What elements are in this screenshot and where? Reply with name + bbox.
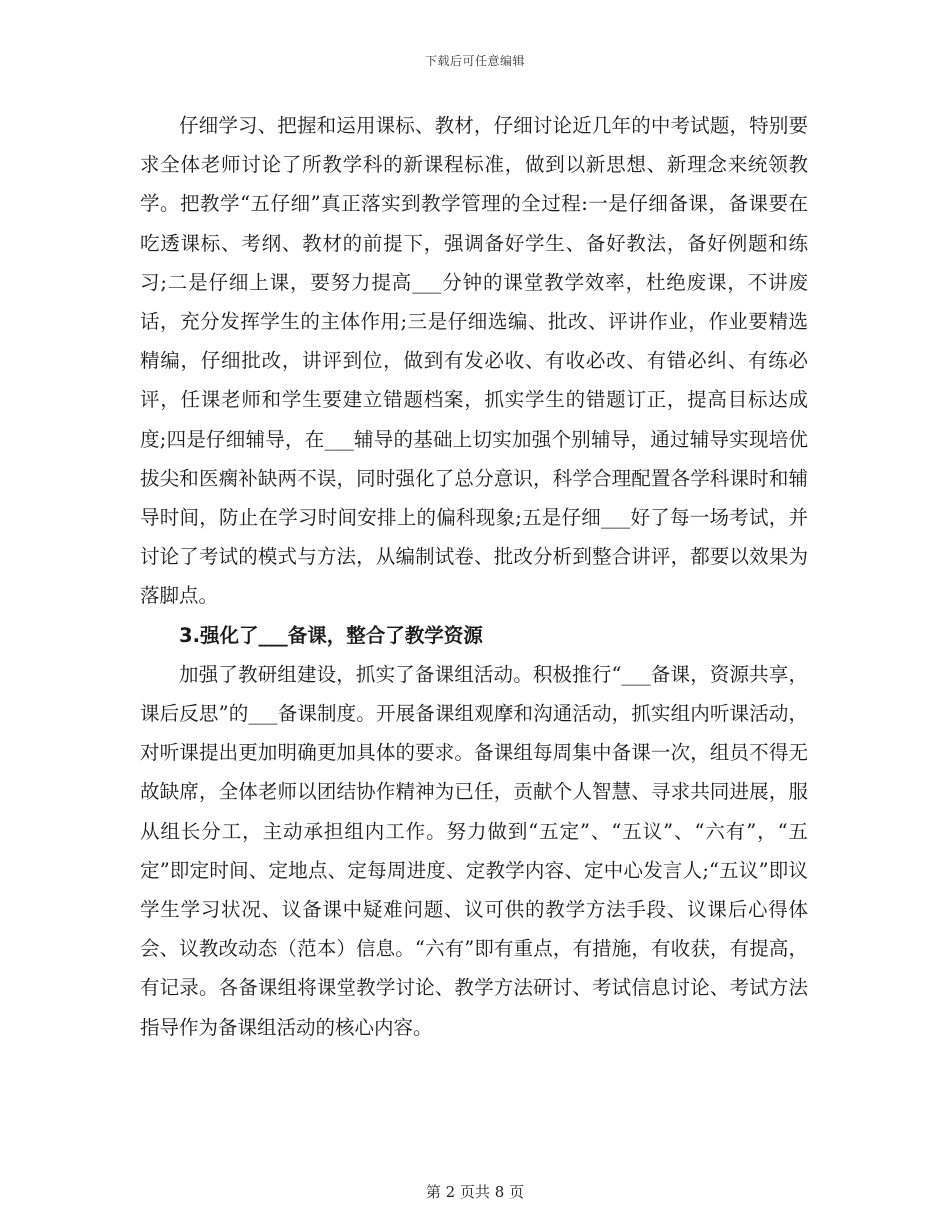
document-body (140, 106, 808, 1047)
paragraph-lesson-prep: 加强了教研组建设，抓实了备课组活动。积极推行“___备课，资源共享，课后反思”的___备课制度。开展备课组观摩和沟通活动，抓实组内听课活动，对听课提出更加明确更加具体的要求。备课组每周集中备课一次，组员不得无故缺席，全体老师以团结协作精神为已任，贡献个人智慧、寻求共同进展，服从组长分工，主动承担组内工作。努力做到“五定”、“五议”、“六有”，“五定”即定时间、定地点、定每周进度、定教学内容、定中心发言人;“五议”即议学生学习状况、议备课中疑难问题、议可供的教学方法手段、议课后心得体会、议教改动态（范本）信息。“六有”即有重点，有措施，有收获，有提高，有记录。各备课组将课堂教学讨论、教学方法研讨、考试信息讨论、考试方法指导作为备课组活动的核心内容。 (140, 662, 808, 1039)
section-heading-3: 3.强化了___备课，整合了教学资源 (179, 623, 483, 647)
page-header-note: 下载后可任意编辑 (424, 54, 525, 68)
paragraph-five-careful: 仔细学习、把握和运用课标、教材，仔细讨论近几年的中考试题，特别要求全体老师讨论了所教学科的新课程标准，做到以新思想、新理念来统领教学。把教学“五仔细”真正落实到教学管理的全过程:一是仔细备课，备课要在吃透课标、考纲、教材的前提下，强调备好学生、备好教法，备好例题和练习;二是仔细上课，要努力提高___分钟的课堂教学效率，杜绝废课，不讲废话，充分发挥学生的主体作用;三是仔细选编、批改、评讲作业，作业要精选精编，仔细批改，讲评到位，做到有发必收、有收必改、有错必纠、有练必评，任课老师和学生要建立错题档案，抓实学生的错题订正，提高目标达成度;四是仔细辅导，在___辅导的基础上切实加强个别辅导，通过辅导实现培优拔尖和医瘸补缺两不误，同时强化了总分意识，科学合理配置各学科课时和辅导时间，防止在学习时间安排上的偏科现象;五是仔细___好了每一场考试，并讨论了考试的模式与方法，从编制试卷、批改分析到整合讲评，都要以效果为落脚点。 (140, 114, 808, 608)
page-number: 第 2 页共 8 页 (425, 1183, 525, 1201)
